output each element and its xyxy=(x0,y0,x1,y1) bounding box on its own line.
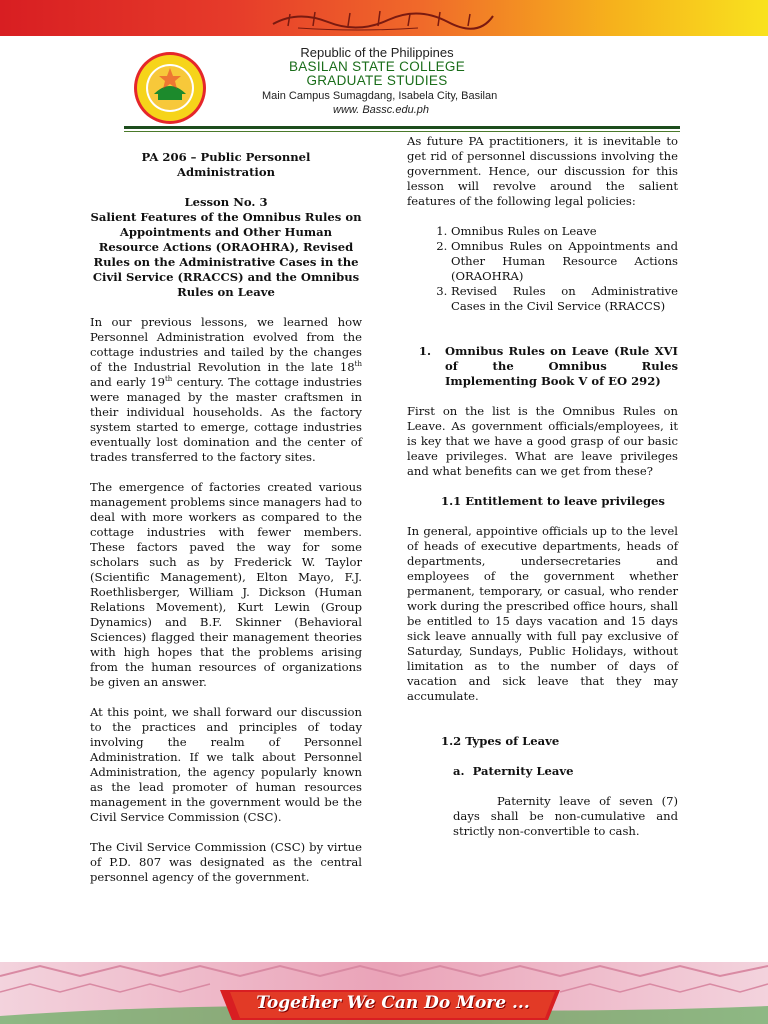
paragraph-1: In our previous lessons, we learned how Personnel Administration evolved from the cottage industries and tailed by the changes of the Industrial Revolution in the late 18th and early 19th century. The cottage industries were managed by the master craftsmen in their individual households. As the factory system started to emerge, cottage industries eventually lost domination and the center of trades transferred to the factory sites. xyxy=(90,315,362,464)
right-column xyxy=(407,134,678,839)
list-item: 1. Omnibus Rules on Leave xyxy=(451,224,678,239)
entitlement-paragraph: In general, appointive officials up to the level of heads of executive departments, heads of departments, undersecretaries and employees of the government whether permanent, temporary, or casual, who render work during the prescribed office hours, shall be entitled to 15 days vacation and 15 days sick leave annually with full pay exclusive of Saturday, Sundays, Public Holidays, without limitation as to the number of days of vacation and sick leave that they may accumulate. xyxy=(407,524,678,703)
campus-address: Main Campus Sumagdang, Isabela City, Basilan xyxy=(262,90,498,102)
lesson-title: Salient Features of the Omnibus Rules on Appointments and Other Human Resource Actions (ORAOHRA), Revised Rules on the Administrative Cases in the Civil Service (RRACCS) and the Omnibus Rules on Leave xyxy=(90,210,362,299)
paragraph-2: The emergence of factories created various management problems since managers had to deal with more workers as compared to the cottage industries with fewer members. These factors paved the way for some scholars such as by Frederick W. Taylor (Scientific Management), Elton Mayo, F.J. Roethlisberger, William J. Dickson (Human Relations Movement), Kurt Lewin (Group Dynamics) and B.F. Skinner (Behavioral Sciences) flagged their management theories with high hopes that the problems arising from the human resources of organizations be given an answer. xyxy=(90,480,362,689)
website-link[interactable]: www. Bassc.edu.ph xyxy=(333,104,429,116)
header-divider xyxy=(124,126,680,129)
list-item: 3. Revised Rules on Administrative Cases in the Civil Service (RRACCS) xyxy=(451,284,678,314)
left-column xyxy=(90,150,362,885)
top-banner xyxy=(0,0,768,36)
subheading-1-1: 1.1 Entitlement to leave privileges xyxy=(441,494,665,508)
paragraph-4: The Civil Service Commission (CSC) by virtue of P.D. 807 was designated as the central personnel agency of the government. xyxy=(90,840,362,884)
paternity-paragraph: Paternity leave of seven (7) days shall be non-cumulative and strictly non-convertible to cash. xyxy=(453,794,678,838)
calligraphy-banner xyxy=(268,6,498,32)
section-heading-1: 1. Omnibus Rules on Leave (Rule XVI of the Omnibus Rules Implementing Book V of EO 292) xyxy=(418,344,678,388)
course-title: PA 206 – Public Personnel Administration xyxy=(141,150,311,179)
legal-policies-list xyxy=(407,224,678,314)
paragraph-3: At this point, we shall forward our discussion to the practices and principles of today involving the realm of Personnel Administration. If we talk about Personnel Administration, the agency popularly known as the lead promoter of human resources management in the government would be the Civil Service Commission (CSC). xyxy=(90,705,362,824)
republic-line: Republic of the Philippines xyxy=(300,45,454,60)
first-paragraph: First on the list is the Omnibus Rules on Leave. As government officials/employees, it is key that we have a good grasp of our basic leave privileges. What are leave privileges and what benefits can we get from these? xyxy=(407,404,678,478)
subheading-paternity: a. Paternity Leave xyxy=(453,764,574,778)
header-divider-thin xyxy=(124,131,680,132)
college-seal-logo xyxy=(132,50,208,126)
graduate-studies: GRADUATE STUDIES xyxy=(306,73,448,88)
intro-paragraph: As future PA practitioners, it is inevitable to get rid of personnel discussions involving the government. Hence, our discussion for this lesson will revolve around the salient features of the following legal policies: xyxy=(407,134,678,208)
list-item: 2. Omnibus Rules on Appointments and Other Human Resource Actions (ORAOHRA) xyxy=(451,239,678,284)
college-name: BASILAN STATE COLLEGE xyxy=(288,59,466,74)
lesson-number: Lesson No. 3 xyxy=(184,195,268,209)
footer-slogan: Together We Can Do More ... xyxy=(256,993,530,1013)
subheading-1-2: 1.2 Types of Leave xyxy=(441,734,560,748)
